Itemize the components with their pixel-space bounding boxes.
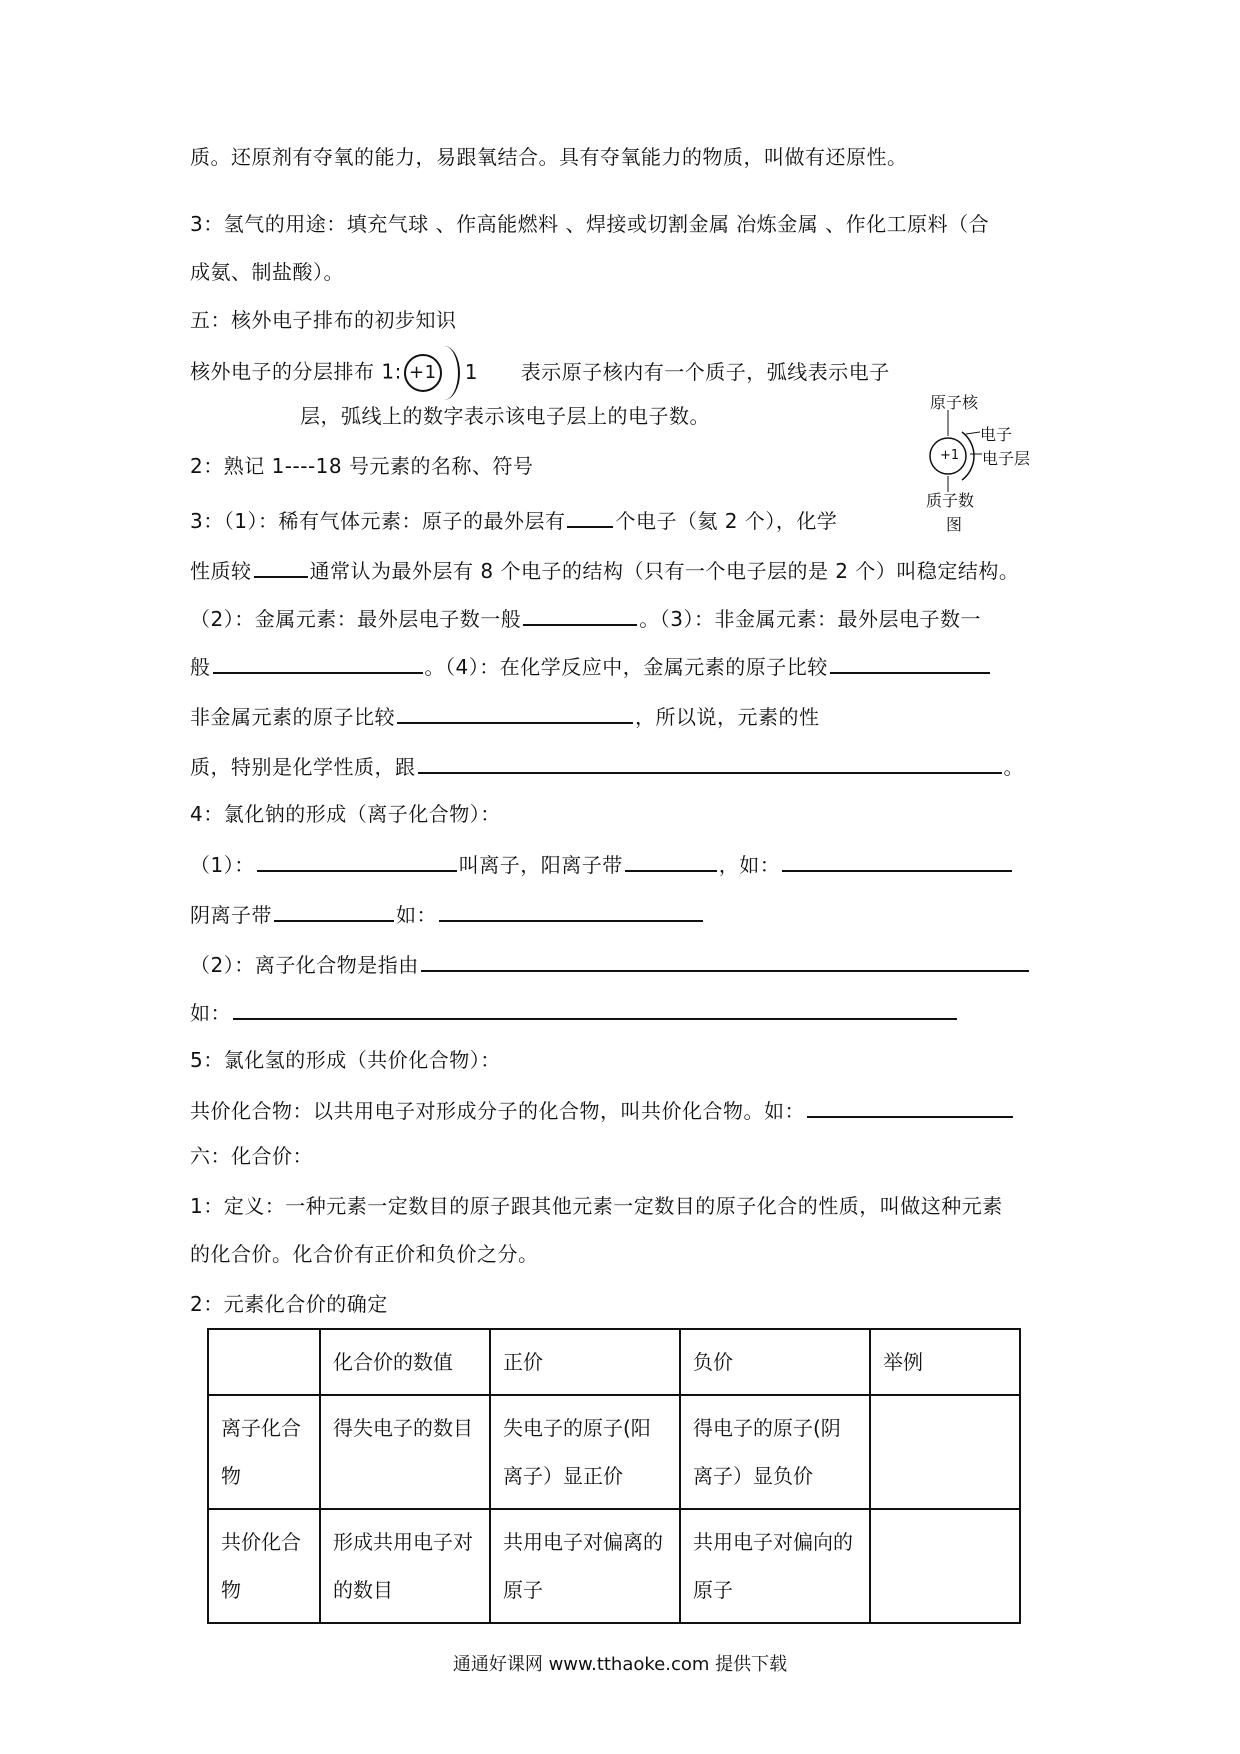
fill-blank[interactable] bbox=[213, 650, 423, 674]
text-segment: ，如： bbox=[718, 853, 781, 877]
text-line: 层，弧线上的数字表示该电子层上的电子数。 bbox=[300, 404, 710, 428]
text-segment: ，所以说，元素的性 bbox=[635, 705, 820, 729]
table-cell: 共价化合物 bbox=[208, 1509, 320, 1623]
table-cell[interactable] bbox=[870, 1395, 1020, 1509]
text-segment: 。（3）：非金属元素：最外层电子数一 bbox=[639, 607, 981, 631]
table-cell: 得电子的原子(阴离子）显负价 bbox=[680, 1395, 870, 1509]
diagram-label-electron: 电子 bbox=[980, 425, 1013, 444]
fill-blank[interactable] bbox=[418, 750, 1002, 774]
nucleus-charge: +1 bbox=[409, 362, 437, 383]
text-segment: 如： bbox=[396, 903, 437, 927]
shell-arc-icon bbox=[428, 346, 460, 400]
diagram-label-nucleus: 原子核 bbox=[930, 393, 979, 412]
diagram-center: +1 bbox=[940, 448, 960, 463]
text-line: 5：氯化氢的形成（共价化合物）： bbox=[190, 1048, 501, 1072]
text-segment: （2）：离子化合物是指由 bbox=[190, 953, 419, 977]
fill-blank[interactable] bbox=[625, 848, 717, 872]
text-segment: 表示原子核内有一个质子，弧线表示电子 bbox=[520, 359, 890, 384]
valence-table bbox=[207, 1328, 1021, 1624]
fill-blank[interactable] bbox=[782, 848, 1012, 872]
fill-blank[interactable] bbox=[397, 700, 633, 724]
fill-blank[interactable] bbox=[233, 996, 957, 1020]
fill-blank[interactable] bbox=[274, 898, 394, 922]
table-row bbox=[208, 1395, 1020, 1509]
fill-blank[interactable] bbox=[830, 650, 990, 674]
text-line bbox=[190, 848, 1014, 879]
table-cell: 形成共用电子对的数目 bbox=[320, 1509, 490, 1623]
diagram-label-shell: 电子层 bbox=[982, 449, 1031, 468]
table-header-cell: 化合价的数值 bbox=[320, 1329, 490, 1395]
section-heading: 六：化合价： bbox=[190, 1144, 313, 1168]
text-line bbox=[190, 650, 992, 681]
text-segment: 般 bbox=[190, 655, 211, 679]
table-header-cell: 正价 bbox=[490, 1329, 680, 1395]
text-segment: 质，特别是化学性质，跟 bbox=[190, 755, 416, 779]
text-line bbox=[190, 602, 981, 633]
text-line bbox=[190, 1094, 1015, 1125]
text-segment: 核外电子的分层排布 1: bbox=[190, 359, 402, 384]
text-line bbox=[190, 996, 959, 1027]
table-cell[interactable] bbox=[870, 1509, 1020, 1623]
atom-nucleus-icon bbox=[404, 354, 442, 392]
text-line: 1：定义：一种元素一定数目的原子跟其他元素一定数目的原子化合的性质，叫做这种元素 bbox=[190, 1194, 1003, 1218]
text-segment: 。 bbox=[1003, 755, 1024, 779]
text-line bbox=[190, 898, 705, 929]
table-row bbox=[208, 1509, 1020, 1623]
table-cell: 共用电子对偏离的原子 bbox=[490, 1509, 680, 1623]
fill-blank[interactable] bbox=[567, 504, 613, 528]
table-header-cell: 举例 bbox=[870, 1329, 1020, 1395]
text-segment: 通常认为最外层有 8 个电子的结构（只有一个电子层的是 2 个）叫稳定结构。 bbox=[309, 559, 1020, 583]
fill-blank[interactable] bbox=[421, 948, 1029, 972]
text-segment: 叫离子，阳离子带 bbox=[458, 853, 623, 877]
text-line bbox=[190, 554, 1019, 585]
text-segment: 。（4）：在化学反应中，金属元素的原子比较 bbox=[424, 655, 828, 679]
text-line bbox=[190, 750, 1024, 781]
fill-blank[interactable] bbox=[257, 848, 457, 872]
page-footer: 通通好课网 www.tthaoke.com 提供下载 bbox=[452, 1654, 788, 1675]
section-heading: 五：核外电子排布的初步知识 bbox=[190, 308, 457, 332]
fill-blank[interactable] bbox=[254, 554, 308, 578]
text-line bbox=[190, 700, 820, 731]
table-cell: 离子化合物 bbox=[208, 1395, 320, 1509]
text-line: 2：元素化合价的确定 bbox=[190, 1292, 388, 1316]
text-segment: 性质较 bbox=[190, 559, 252, 583]
table-cell: 得失电子的数目 bbox=[320, 1395, 490, 1509]
text-line: 4：氯化钠的形成（离子化合物）： bbox=[190, 802, 501, 826]
table-cell: 失电子的原子(阳离子）显正价 bbox=[490, 1395, 680, 1509]
table-header-cell bbox=[208, 1329, 320, 1395]
text-segment: 3：（1）：稀有气体元素：原子的最外层有 bbox=[190, 509, 566, 533]
text-segment: 如： bbox=[190, 1001, 231, 1025]
text-line: 3：氢气的用途：填充气球 、作高能燃料 、焊接或切割金属 冶炼金属 、作化工原料（合 bbox=[190, 212, 990, 236]
table-header-cell: 负价 bbox=[680, 1329, 870, 1395]
fill-blank[interactable] bbox=[439, 898, 703, 922]
fill-blank[interactable] bbox=[523, 602, 637, 626]
text-line: 成氨、制盐酸）。 bbox=[190, 260, 344, 284]
text-line: 2：熟记 1----18 号元素的名称、符号 bbox=[190, 454, 534, 478]
table-header-row bbox=[208, 1329, 1020, 1395]
text-line: 质。还原剂有夺氧的能力，易跟氧结合。具有夺氧能力的物质，叫做有还原性。 bbox=[190, 145, 908, 169]
text-segment: 阴离子带 bbox=[190, 903, 272, 927]
text-segment: （2）：金属元素：最外层电子数一般 bbox=[190, 607, 522, 631]
fill-blank[interactable] bbox=[807, 1094, 1013, 1118]
diagram-label-count: 质子数 bbox=[926, 491, 975, 510]
text-segment: 个电子（氦 2 个），化学 bbox=[615, 509, 838, 533]
text-segment: （1）： bbox=[190, 853, 255, 877]
text-line bbox=[190, 948, 1031, 979]
text-segment: 共价化合物：以共用电子对形成分子的化合物，叫共价化合物。如： bbox=[190, 1099, 805, 1123]
table-cell: 共用电子对偏向的原子 bbox=[680, 1509, 870, 1623]
text-line bbox=[190, 354, 890, 392]
diagram-caption: 图 bbox=[946, 515, 963, 534]
atom-structure-diagram bbox=[920, 392, 1080, 532]
text-line bbox=[190, 504, 837, 535]
text-line: 的化合价。化合价有正价和负价之分。 bbox=[190, 1242, 539, 1266]
shell-electron-count: 1 bbox=[464, 359, 478, 384]
text-segment: 非金属元素的原子比较 bbox=[190, 705, 395, 729]
